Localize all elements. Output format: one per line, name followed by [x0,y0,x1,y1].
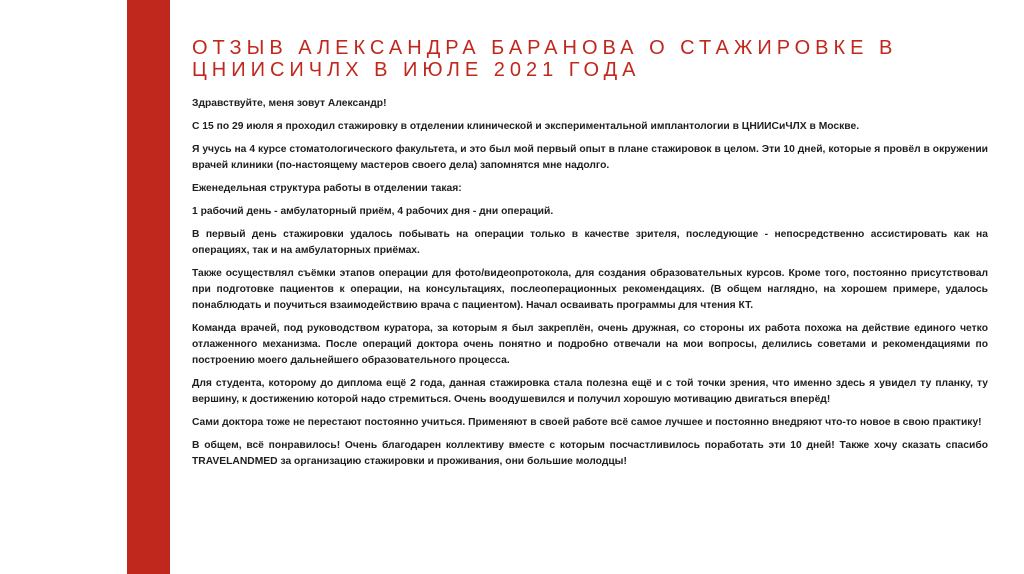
paragraph-course: Я учусь на 4 курсе стоматологического факультета, и это был мой первый опыт в плане стажировок в целом. Эти 10 дней, которые я провёл в окружении врачей клиники (по-настоящему мастеров своего дела) запомнятся мне надолго. [192,144,988,171]
paragraph-activities: Также осуществлял съёмки этапов операции для фото/видеопротокола, для создания образовательных курсов. Кроме того, постоянно присутствовал при подготовке пациентов к операции, на консультациях, послеоперационных рекомендациях. (В общем наглядно, на хорошем примере, удалось понаблюдать и поучиться взаимодействию врача с пациентом). Начал осваивать программы для чтения КТ. [192,268,988,311]
paragraph-motivation: Для студента, которому до диплома ещё 2 года, данная стажировка стала полезна ещё и с той точки зрения, что именно здесь я увидел ту планку, ту вершину, к достижению которой надо стремиться. Очень воодушевился и получил хорошую мотивацию двигаться вперёд! [192,378,988,405]
review-text [192,96,988,477]
paragraph-team: Команда врачей, под руководством куратора, за которым я был закреплён, очень дружная, со стороны их работа похожа на действие единого четко отлаженного механизма. После операций доктора очень понятно и подробно отвечали на мои вопросы, делились советами и рекомендациями по построению моего дальнейшего образовательного процесса. [192,323,988,366]
paragraph-schedule: 1 рабочий день - амбулаторный приём, 4 рабочих дня - дни операций. [192,206,554,217]
paragraph-dates: С 15 по 29 июля я проходил стажировку в отделении клинической и экспериментальной имплантологии в ЦНИИСиЧЛХ в Москве. [192,121,860,132]
red-accent-bar [127,0,170,574]
paragraph-doctors: Сами доктора тоже не перестают постоянно учиться. Применяют в своей работе всё самое лучшее и постоянно внедряют что-то новое в свою практику! [192,417,982,428]
paragraph-greeting: Здравствуйте, меня зовут Александр! [192,98,387,109]
slide-title: ОТЗЫВ АЛЕКСАНДРА БАРАНОВА О СТАЖИРОВКЕ В ЦНИИСИЧЛХ В ИЮЛЕ 2021 ГОДА [192,37,898,81]
paragraph-first-day: В первый день стажировки удалось побывать на операции только в качестве зрителя, последующие - непосредственно ассистировать как на операциях, так и на амбулаторных приёмах. [192,229,988,256]
paragraph-structure-intro: Еженедельная структура работы в отделении такая: [192,183,462,194]
paragraph-thanks: В общем, всё понравилось! Очень благодарен коллективу вместе с которым посчастливилось поработать эти 10 дней! Также хочу сказать спасибо TRAVELANDMED за организацию стажировки и проживания, они большие молодцы! [192,440,988,467]
